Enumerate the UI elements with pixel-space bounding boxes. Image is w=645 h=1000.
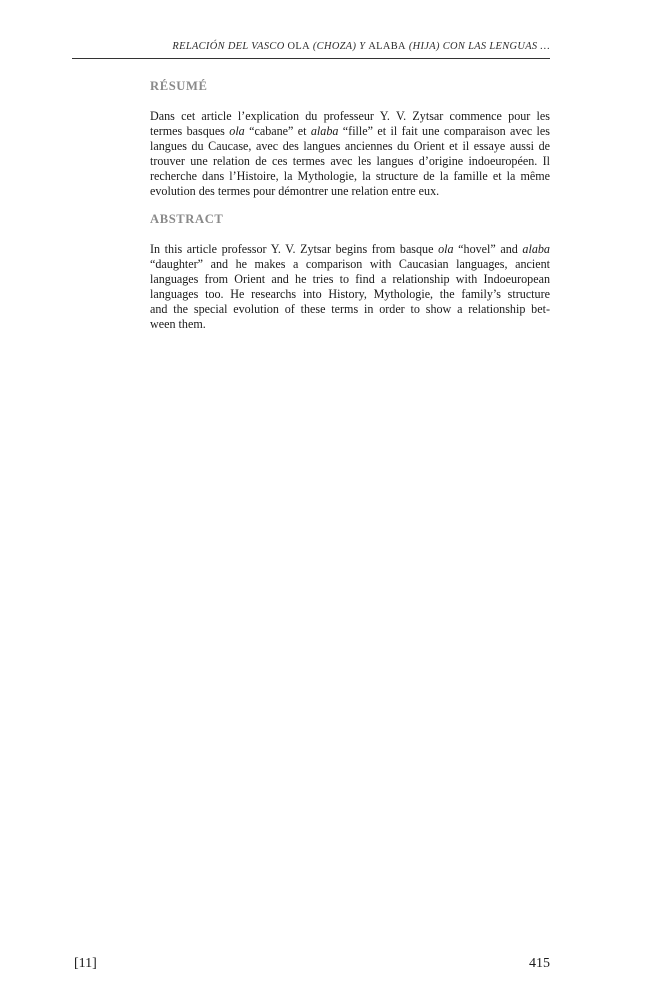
running-head-part: (HIJA) CON LAS LENGUAS … [405, 41, 550, 52]
term-ola: ola [438, 242, 454, 256]
running-head-term: OLA [287, 41, 310, 52]
running-head [72, 41, 550, 52]
resume-title: RÉSUMÉ [150, 79, 208, 93]
text-line: “daughter” and he makes a comparison with Caucasian languages, ancient [150, 257, 550, 272]
abstract-paragraph [150, 242, 550, 333]
footer-section-number: [11] [74, 956, 97, 971]
text-line: languages too. He researchs into History, Mythologie, the family’s structure [150, 287, 550, 302]
resume-section [150, 79, 550, 200]
text-line: evolution des termes pour démontrer une relation entre eux. [150, 184, 440, 199]
text-line [150, 242, 550, 257]
term-alaba: alaba [522, 242, 550, 256]
running-head-term: ALABA [368, 41, 406, 52]
abstract-section [150, 212, 550, 333]
text-line: langues du Caucase, avec des langues anciennes du Orient et il essaye aussi de [150, 139, 550, 154]
text-line: languages from Orient and he tries to find a relationship with Indoeuropean [150, 272, 550, 287]
abstract-title: ABSTRACT [150, 212, 224, 226]
text-line: ween them. [150, 317, 206, 332]
text-run: “fille” et il fait une comparaison avec les [338, 124, 550, 139]
text-line [150, 124, 550, 139]
resume-paragraph [150, 109, 550, 200]
text-run: “hovel” and [453, 242, 523, 256]
text-line: and the special evolution of these terms in order to show a relationship bet- [150, 302, 550, 317]
text-run: “cabane” et [244, 124, 311, 139]
header-rule [72, 58, 550, 59]
text-run: In this article professor Y. V. Zytsar begins from basque [150, 242, 439, 256]
text-line: recherche dans l’Histoire, la Mythologie, la structure de la famille et la même [150, 169, 550, 184]
running-head-part: RELACIÓN DEL VASCO [172, 41, 288, 52]
text-run: termes basques [150, 124, 230, 139]
running-head-part: (CHOZA) Y [309, 41, 369, 52]
text-line: trouver une relation de ces termes avec les langues d’origine indoeuropéen. Il [150, 154, 550, 169]
text-line: Dans cet article l’explication du professeur Y. V. Zytsar commence pour les [150, 109, 550, 123]
term-ola: ola [229, 124, 245, 139]
term-alaba: alaba [310, 124, 339, 139]
page-number: 415 [529, 956, 550, 971]
